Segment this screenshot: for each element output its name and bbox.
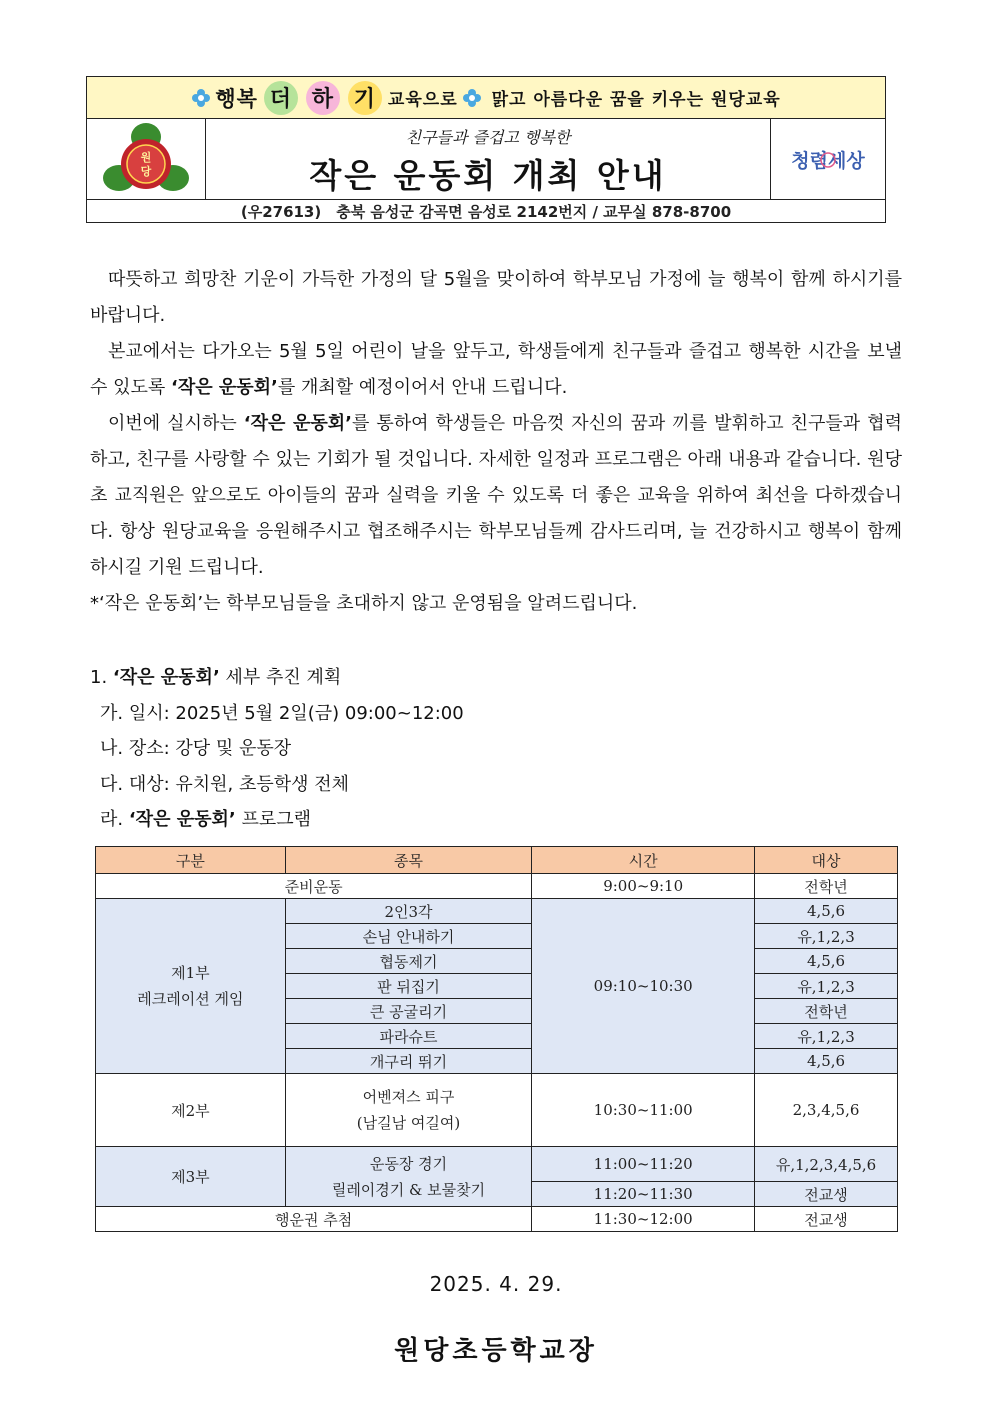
table-header-cell: 시간 — [532, 847, 755, 874]
event-target: 유,1,2,3 — [755, 924, 898, 949]
lottery-time: 11:30~12:00 — [532, 1207, 755, 1232]
letterhead-title-area — [206, 119, 770, 199]
integrity-brand-icon — [776, 134, 880, 184]
part2-event-name: 어벤져스 피구 — [362, 1088, 455, 1106]
event-target: 유,1,2,3 — [755, 1024, 898, 1049]
svg-text:청렴세상: 청렴세상 — [791, 150, 865, 172]
svg-text:당: 당 — [140, 165, 152, 178]
table-header-row — [96, 847, 898, 874]
event-name-bold: ‘작은 운동회’ — [128, 809, 236, 830]
plan-item-program — [90, 802, 464, 838]
table-row — [96, 1147, 898, 1182]
part2-time: 10:30~11:00 — [532, 1074, 755, 1147]
paragraph-2 — [90, 334, 902, 406]
slogan-pill-2: 하 — [306, 81, 340, 115]
event-target: 4,5,6 — [755, 949, 898, 974]
part3-event — [285, 1147, 532, 1207]
event-target: 전학년 — [755, 999, 898, 1024]
plan-item-place: 나. 장소: 강당 및 운동장 — [100, 738, 292, 759]
school-address: (우27613) 충북 음성군 감곡면 음성로 2142번지 / 교무실 878-8700 — [240, 202, 732, 221]
paragraph-2-text: 본교에서는 다가오는 5월 5일 어린이 날을 앞두고, 학생들에게 친구들과 즐겁고 행복한 시간을 보낼 수 있도록 — [90, 341, 902, 398]
paragraph-3-text: 를 통하여 학생들은 마음껏 자신의 꿈과 끼를 발휘하고 친구들과 협력하고, 친구를 사랑할 수 있는 기회가 될 것입니다. 자세한 일정과 프로그램은 아래 내용과 같습니다. 원당초 교직원은 앞으로도 아이들의 꿈과 실력을 키울 수 있도록 더 좋은 교육을 위하여 최선을 다하겠습니다. 항상 원당교육을 응원해주시고 협조해주시는 학부모님들께 감사드리며, 늘 건강하시고 행복이 함께 하시길 기원 드립니다. — [90, 413, 902, 578]
table-row — [96, 1207, 898, 1232]
event-name-bold: ‘작은 운동회’ — [243, 413, 352, 434]
program-table — [95, 846, 898, 1232]
lottery-target: 전교생 — [755, 1207, 898, 1232]
table-header-cell: 구분 — [96, 847, 286, 874]
warmup-target: 전학년 — [755, 874, 898, 899]
flower-icon — [462, 88, 482, 108]
event-name: 파라슈트 — [285, 1024, 532, 1049]
document-date: 2025. 4. 29. — [429, 1272, 563, 1296]
flower-icon — [191, 88, 211, 108]
slogan-bar — [87, 77, 885, 119]
part2-label: 제2부 — [96, 1074, 286, 1147]
warmup-time: 9:00~9:10 — [532, 874, 755, 899]
plan-number: 1. — [90, 667, 113, 688]
slogan-part1: 행복 — [215, 86, 258, 111]
part3-label: 제3부 — [96, 1147, 286, 1207]
part3-time-2: 11:20~11:30 — [532, 1182, 755, 1207]
letter-body — [90, 262, 902, 622]
event-target: 4,5,6 — [755, 1049, 898, 1074]
document-subtitle: 친구들과 즐겁고 행복한 — [405, 128, 571, 147]
event-target: 4,5,6 — [755, 899, 898, 924]
school-emblem-icon — [103, 120, 189, 198]
slogan-pill-1: 더 — [264, 81, 298, 115]
plan-heading-text: 세부 추진 계획 — [219, 667, 342, 688]
slogan-pill-3: 기 — [348, 81, 382, 115]
part2-event-note: (남길남 여길여) — [356, 1114, 461, 1132]
letterhead-main — [87, 119, 885, 200]
plan-item-text: 프로그램 — [235, 809, 312, 830]
slogan-part3: 맑고 아름다운 꿈을 키우는 원당교육 — [491, 90, 781, 110]
table-row — [96, 874, 898, 899]
part1-time: 09:10~10:30 — [532, 899, 755, 1074]
part3-time-1: 11:00~11:20 — [532, 1147, 755, 1182]
event-name: 협동제기 — [285, 949, 532, 974]
integrity-logo — [770, 119, 885, 199]
plan-section — [90, 660, 464, 838]
letterhead — [86, 76, 886, 223]
part3-event-name-2: 릴레이경기 & 보물찾기 — [331, 1180, 486, 1199]
school-logo — [87, 119, 206, 199]
table-row — [96, 899, 898, 924]
part2-event — [285, 1074, 532, 1147]
table-header-cell: 종목 — [285, 847, 532, 874]
document-title: 작은 운동회 개최 안내 — [309, 156, 667, 195]
part3-target-1: 유,1,2,3,4,5,6 — [755, 1147, 898, 1182]
event-target: 유,1,2,3 — [755, 974, 898, 999]
plan-heading — [90, 660, 464, 696]
event-name: 큰 공굴리기 — [285, 999, 532, 1024]
paragraph-3 — [90, 406, 902, 586]
part1-label — [96, 899, 286, 1074]
slogan-part2: 교육으로 — [387, 90, 458, 110]
part1-title: 제1부 — [171, 964, 210, 982]
lottery-label: 행운권 추첨 — [96, 1207, 532, 1232]
svg-text:원: 원 — [140, 151, 152, 164]
event-name: 손님 안내하기 — [285, 924, 532, 949]
plan-item-target: 다. 대상: 유치원, 초등학생 전체 — [100, 773, 350, 795]
plan-item-date: 가. 일시: 2025년 5월 2일(금) 09:00~12:00 — [100, 702, 464, 724]
part3-target-2: 전교생 — [755, 1182, 898, 1207]
paragraph-1: 따뜻하고 희망찬 기운이 가득한 가정의 달 5월을 맞이하여 학부모님 가정에 늘 행복이 함께 하시기를 바랍니다. — [90, 269, 902, 326]
event-name: 판 뒤집기 — [285, 974, 532, 999]
part2-target: 2,3,4,5,6 — [755, 1074, 898, 1147]
event-name-bold: ‘작은 운동회’ — [171, 377, 278, 398]
event-name: 2인3각 — [285, 899, 532, 924]
event-name-bold: ‘작은 운동회’ — [112, 667, 220, 688]
warmup-label: 준비운동 — [96, 874, 532, 899]
paragraph-2-end: 를 개최할 예정이어서 안내 드립니다. — [277, 377, 568, 398]
table-header-cell: 대상 — [755, 847, 898, 874]
paragraph-3-start: 이번에 실시하는 — [108, 413, 244, 434]
event-name: 개구리 뛰기 — [285, 1049, 532, 1074]
part3-event-name: 운동장 경기 — [369, 1154, 448, 1173]
part1-subtitle: 레크레이션 게임 — [137, 990, 244, 1008]
table-row — [96, 1074, 898, 1147]
notice-paragraph: *‘작은 운동회’는 학부모님들을 초대하지 않고 운영됨을 알려드립니다. — [90, 593, 638, 614]
plan-item-label: 라. — [100, 809, 129, 830]
principal-signature: 원당초등학교장 — [394, 1336, 598, 1366]
